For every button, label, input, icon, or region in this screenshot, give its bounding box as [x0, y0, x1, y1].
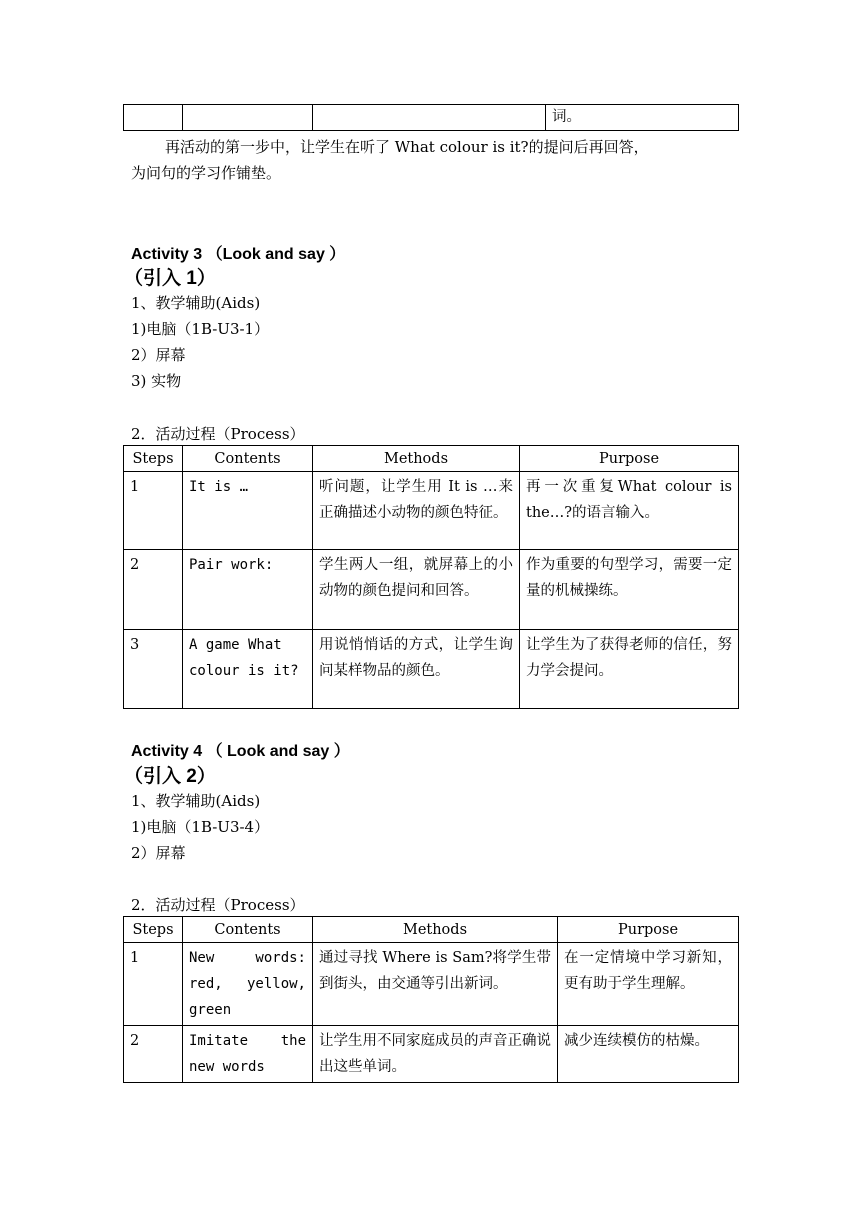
activity3-heading: Activity 3 （Look and say ）: [131, 246, 346, 263]
purpose-cell: 让学生为了获得老师的信任，努力学会提问。: [520, 630, 739, 709]
step-cell: 1: [124, 472, 183, 550]
table-row: [124, 472, 739, 550]
top-cell-3: [313, 105, 546, 131]
contents-cell: Imitate the new words: [183, 1026, 313, 1083]
header-methods: Methods: [313, 917, 558, 943]
top-fragment-table: [123, 104, 739, 131]
contents-cell: It is …: [183, 472, 313, 550]
purpose-cell: 作为重要的句型学习，需要一定量的机械操练。: [520, 550, 739, 630]
header-contents: Contents: [183, 917, 313, 943]
contents-cell: A game What colour is it?: [183, 630, 313, 709]
purpose-cell: 减少连续模仿的枯燥。: [558, 1026, 739, 1083]
activity4-process-title: 2．活动过程（Process）: [131, 896, 305, 914]
activity4-aid-1: 1)电脑（1B-U3-4）: [131, 818, 270, 836]
methods-cell: 听问题，让学生用 It is …来正确描述小动物的颜色特征。: [313, 472, 520, 550]
activity3-aid-3: 3) 实物: [131, 372, 182, 390]
activity3-aids-title: 1、教学辅助(Aids): [131, 294, 261, 312]
header-purpose: Purpose: [520, 446, 739, 472]
activity3-aid-2: 2）屏幕: [131, 346, 186, 364]
activity4-aid-2: 2）屏幕: [131, 844, 186, 862]
activity3-subheading: （引入 1）: [124, 268, 216, 289]
step-cell: 1: [124, 943, 183, 1026]
top-cell-1: [124, 105, 183, 131]
methods-cell: 让学生用不同家庭成员的声音正确说出这些单词。: [313, 1026, 558, 1083]
activity4-process-table: [123, 916, 739, 1083]
step-cell: 2: [124, 550, 183, 630]
activity3-process-title: 2．活动过程（Process）: [131, 425, 305, 443]
header-steps: Steps: [124, 446, 183, 472]
activity4-heading: Activity 4 （ Look and say ）: [131, 743, 350, 760]
purpose-cell: 在一定情境中学习新知，更有助于学生理解。: [558, 943, 739, 1026]
table-row: [124, 943, 739, 1026]
activity4-subheading: （引入 2）: [124, 766, 216, 787]
methods-cell: 通过寻找 Where is Sam?将学生带到街头，由交通等引出新词。: [313, 943, 558, 1026]
header-purpose: Purpose: [558, 917, 739, 943]
table-row: [124, 550, 739, 630]
activity3-process-table: [123, 445, 739, 709]
methods-cell: 学生两人一组，就屏幕上的小动物的颜色提问和回答。: [313, 550, 520, 630]
header-steps: Steps: [124, 917, 183, 943]
top-cell-4: 词。: [546, 105, 739, 131]
methods-cell: 用说悄悄话的方式，让学生询问某样物品的颜色。: [313, 630, 520, 709]
top-cell-2: [183, 105, 313, 131]
intro-line-1: 再活动的第一步中，让学生在听了 What colour is it?的提问后再回答，: [165, 138, 649, 156]
step-cell: 2: [124, 1026, 183, 1083]
table-row: [124, 1026, 739, 1083]
header-contents: Contents: [183, 446, 313, 472]
activity4-aids-title: 1、教学辅助(Aids): [131, 792, 261, 810]
purpose-cell: 再一次重复What colour is the…?的语言输入。: [520, 472, 739, 550]
step-cell: 3: [124, 630, 183, 709]
contents-cell: New words: red, yellow, green: [183, 943, 313, 1026]
contents-cell: Pair work:: [183, 550, 313, 630]
table-row: [124, 630, 739, 709]
header-methods: Methods: [313, 446, 520, 472]
activity3-aid-1: 1)电脑（1B-U3-1）: [131, 320, 270, 338]
intro-line-2: 为问句的学习作铺垫。: [131, 164, 282, 182]
